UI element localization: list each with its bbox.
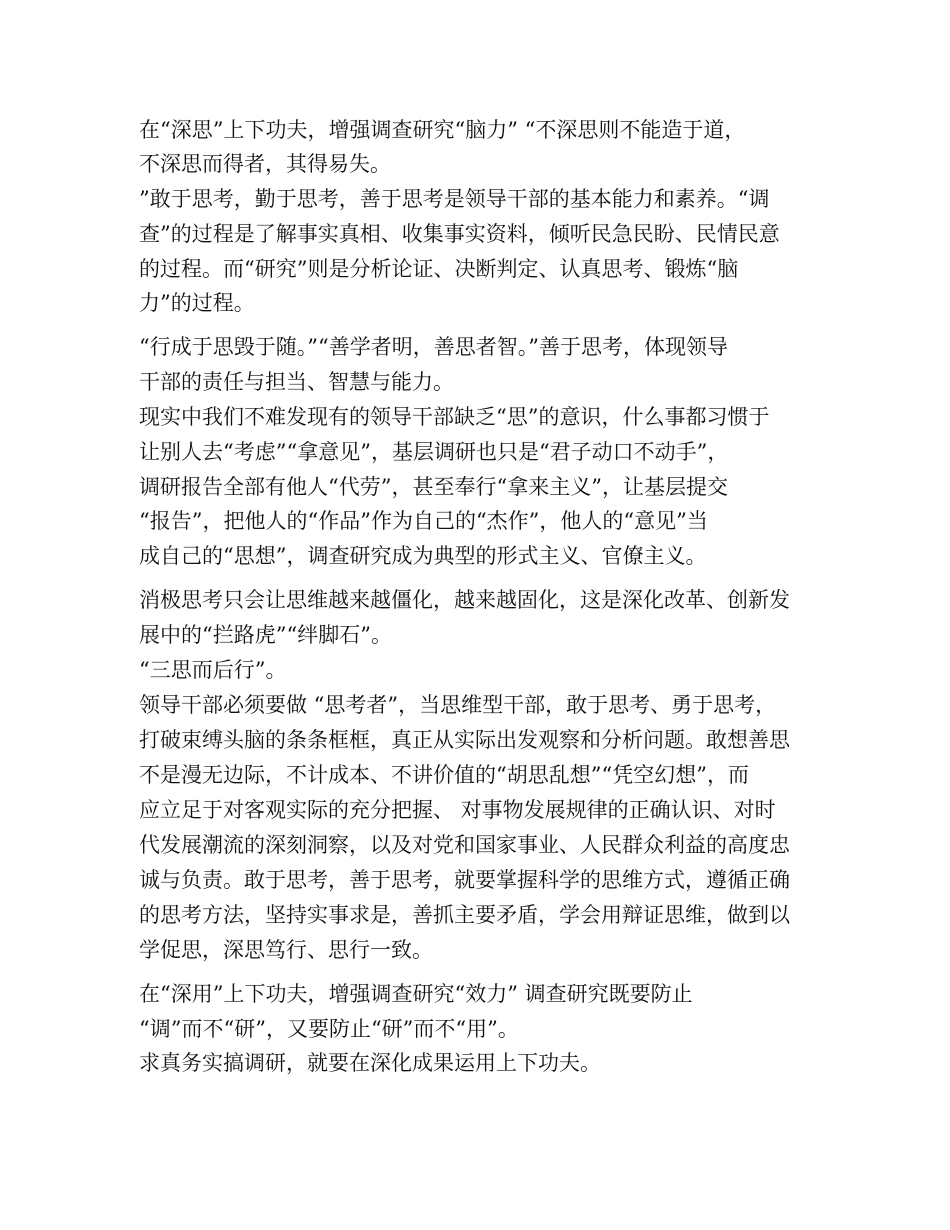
text-line: 应立足于对客观实际的充分把握、 对事物发展规律的正确认识、对时 [139, 798, 776, 822]
text-line: 让别人去“考虑”“拿意见”，基层调研也只是“君子动口不动手”， [139, 440, 729, 464]
text-line: 查”的过程是了解事实真相、收集事实资料，倾听民急民盼、民情民意 [139, 222, 780, 246]
text-line: 力”的过程。 [139, 291, 255, 315]
text-line: 诚与负责。敢于思考，善于思考，就要掌握科学的思维方式，遵循正确 [139, 868, 790, 892]
text-line: 干部的责任与担当、智慧与能力。 [139, 370, 454, 394]
text-line: “报告”，把他人的“作品”作为自己的“杰作”，他人的“意见”当 [139, 509, 708, 533]
text-line: 学促思，深思笃行、思行一致。 [139, 938, 433, 962]
text-line: 在“深思”上下功夫，增强调查研究“脑力” “不深思则不能造于道， [139, 118, 746, 142]
text-line: 打破束缚头脑的条条框框，真正从实际出发观察和分析问题。敢想善思 [139, 728, 790, 752]
text-line: 的思考方法，坚持实事求是，善抓主要矛盾，学会用辩证思维，做到以 [139, 903, 790, 927]
text-line: 的过程。而“研究”则是分析论证、决断判定、认真思考、锻炼“脑 [139, 257, 739, 281]
text-line: 不深思而得者，其得易失。 [139, 152, 391, 176]
text-line: 代发展潮流的深刻洞察，以及对党和国家事业、人民群众利益的高度忠 [139, 833, 790, 857]
text-line: 求真务实搞调研，就要在深化成果运用上下功夫。 [139, 1051, 601, 1075]
text-line: 调研报告全部有他人“代劳”，甚至奉行“拿来主义”，让基层提交 [139, 475, 728, 499]
text-line: 在“深用”上下功夫，增强调查研究“效力” 调查研究既要防止 [139, 982, 693, 1006]
text-line: “调”而不“研”，又要防止“研”而不“用”。 [139, 1017, 519, 1041]
text-line: 展中的“拦路虎”“绊脚石”。 [139, 623, 392, 647]
text-line: 领导干部必须要做 “思考者”，当思维型干部，敢于思考、勇于思考， [139, 693, 777, 717]
text-line: “行成于思毁于随。”“善学者明，善思者智。”善于思考，体现领导 [139, 335, 728, 359]
text-line: ”敢于思考，勤于思考，善于思考是领导干部的基本能力和素养。“调 [139, 187, 770, 211]
text-line: “三思而后行”。 [139, 658, 287, 682]
text-line: 成自己的“思想”，调查研究成为典型的形式主义、官僚主义。 [139, 544, 707, 568]
text-line: 消极思考只会让思维越来越僵化，越来越固化，这是深化改革、创新发 [139, 588, 790, 612]
text-line: 现实中我们不难发现有的领导干部缺乏“思”的意识，什么事都习惯于 [139, 405, 770, 429]
text-line: 不是漫无边际，不计成本、不讲价值的“胡思乱想”“凭空幻想”，而 [139, 763, 749, 787]
